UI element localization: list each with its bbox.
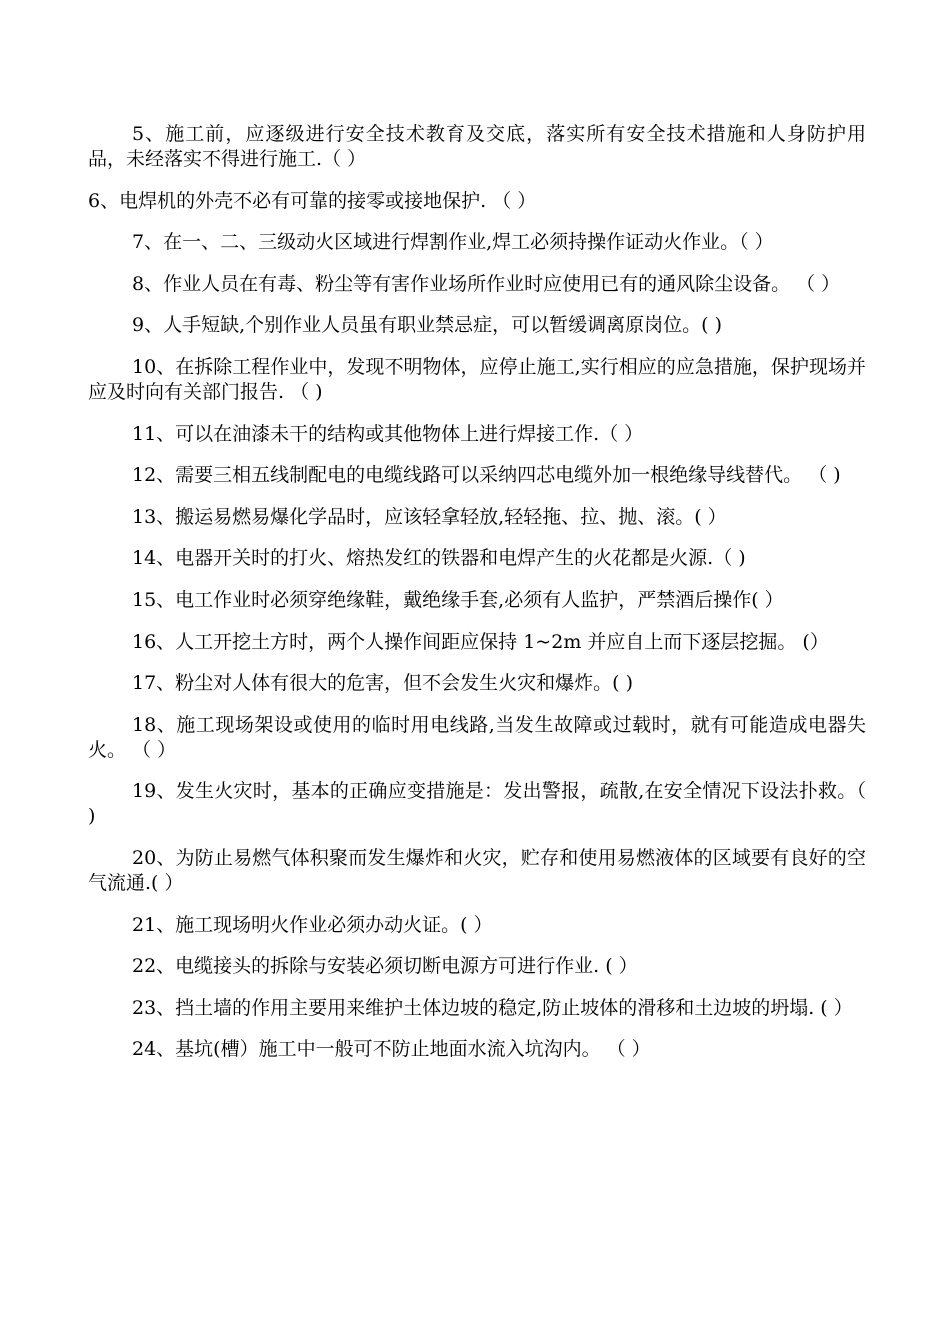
question-20: 20、为防止易燃气体积聚而发生爆炸和火灾，贮存和使用易燃液体的区域要有良好的空气流通.( ）	[88, 846, 866, 894]
question-6: 6、电焊机的外壳不必有可靠的接零或接地保护. （ ）	[88, 189, 537, 212]
question-14: 14、电器开关时的打火、熔热发红的铁器和电焊产生的火花都是火源.（ )	[132, 547, 746, 570]
question-24: 24、基坑(槽）施工中一般可不防止地面水流入坑沟内。 （ ）	[132, 1038, 651, 1061]
question-18: 18、施工现场架设或使用的临时用电线路,当发生故障或过载时，就有可能造成电器失火。 （ ）	[88, 713, 866, 761]
question-15: 15、电工作业时必须穿绝缘鞋，戴绝缘手套,必须有人监护，严禁酒后操作( ）	[132, 588, 784, 611]
question-17: 17、粉尘对人体有很大的危害，但不会发生火灾和爆炸。( )	[132, 672, 634, 695]
question-19: 19、发生火灾时，基本的正确应变措施是：发出警报，疏散,在安全情况下设法扑救。（ )	[88, 780, 866, 828]
question-13: 13、搬运易燃易爆化学品时，应该轻拿轻放,轻轻拖、拉、抛、滚。( ）	[132, 505, 727, 528]
question-7: 7、在一、二、三级动火区域进行焊割作业,焊工必须持操作证动火作业。（ ）	[132, 231, 774, 254]
question-23: 23、挡土墙的作用主要用来维护土体边坡的稳定,防止坡体的滑移和土边坡的坍塌. ( ）	[132, 996, 853, 1019]
question-10: 10、在拆除工程作业中，发现不明物体，应停止施工,实行相应的应急措施，保护现场并应及时向有关部门报告. （ )	[88, 355, 866, 403]
question-21: 21、施工现场明火作业必须办动火证。( ）	[132, 913, 493, 936]
question-5: 5、施工前，应逐级进行安全技术教育及交底，落实所有安全技术措施和人身防护用品，未经落实不得进行施工.（ ）	[88, 123, 866, 170]
question-11: 11、可以在油漆未干的结构或其他物体上进行焊接工作.（ ）	[132, 422, 644, 445]
question-list	[88, 122, 866, 1079]
question-9: 9、人手短缺,个别作业人员虽有职业禁忌症，可以暂缓调离原岗位。( )	[132, 314, 722, 337]
question-22: 22、电缆接头的拆除与安装必须切断电源方可进行作业. ( ）	[132, 955, 638, 978]
question-16: 16、人工开挖土方时，两个人操作间距应保持 1~2m 并应自上而下逐层挖掘。 (）	[132, 630, 829, 653]
question-8: 8、作业人员在有毒、粉尘等有害作业场所作业时应使用已有的通风除尘设备。 （ ）	[132, 272, 841, 295]
question-12: 12、需要三相五线制配电的电缆线路可以采纳四芯电缆外加一根绝缘导线替代。 （ )	[132, 464, 841, 487]
